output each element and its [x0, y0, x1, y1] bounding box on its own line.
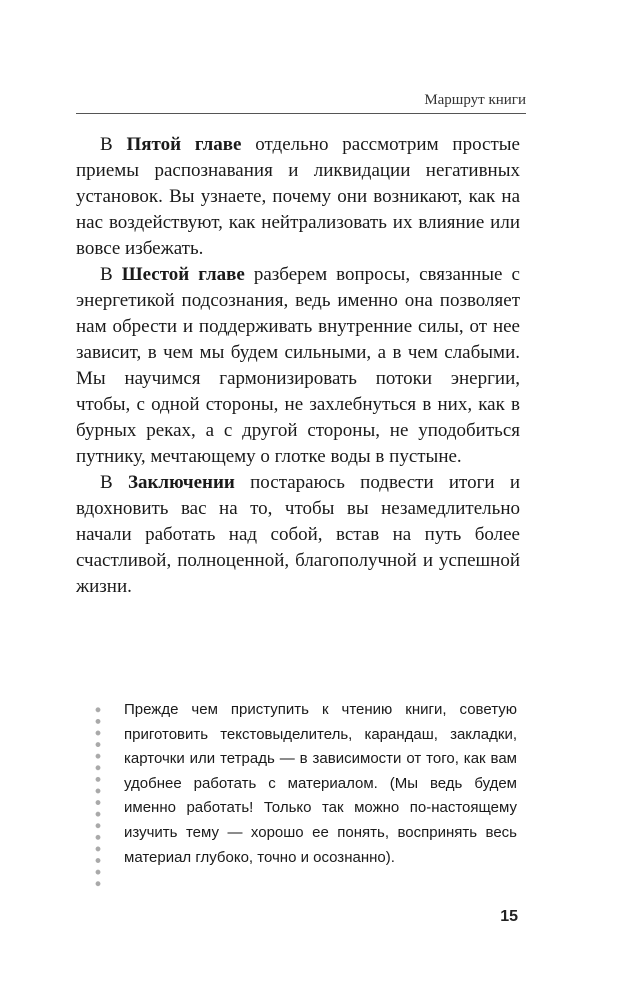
paragraph-chapter-five — [76, 132, 520, 262]
header-divider — [76, 113, 526, 114]
paragraph-chapter-six — [76, 262, 520, 470]
note-text: Прежде чем приступить к чтению книги, советую приготовить текстовыделитель, карандаш, закладки, карточки или тетрадь — в зависимости от того, как вам удобнее работать с материалом. (Мы ведь будем именно работать! Только так можно по-настоящему изучить тему — хорошо ее понять, воспринять весь материал глубоко, точно и осознанно). — [124, 701, 517, 866]
paragraph-body: разберем вопросы, связанные с энергетикой подсознания, ведь именно она позволяет нам обрести и поддерживать внутренние силы, от нее зависит, в чем мы будем сильными, а в чем слабыми. Мы научимся гармонизировать потоки энергии, чтобы, с одной стороны, не захлебнуться в них, как в бурных реках, а с другой стороны, не уподобиться путнику, мечтающему о глотке воды в пустыне. — [76, 264, 520, 467]
running-head-title: Маршрут книги — [424, 92, 526, 108]
sidebar-note — [94, 698, 522, 894]
paragraph-conclusion — [76, 470, 520, 600]
paragraph-lead: В — [100, 264, 122, 285]
dotted-border-decoration — [94, 704, 102, 890]
paragraph-body: отдельно рассмотрим простые приемы распознавания и ликвидации негативных установок. Вы узнаете, почему они возникают, как на нас воздействуют, как нейтрализовать их влияние или вовсе избежать. — [76, 134, 520, 259]
page-number: 15 — [500, 908, 518, 925]
paragraph-body: постараюсь подвести итоги и вдохновить вас на то, чтобы вы незамедлительно начали работать над собой, встав на путь более счастливой, полноценной, благополучной и успешной жизни. — [76, 472, 520, 597]
conclusion-title: Заключении — [127, 472, 235, 493]
chapter-five-title: Пятой главе — [126, 134, 242, 155]
main-text-block — [76, 132, 520, 600]
chapter-six-title: Шестой главе — [121, 264, 245, 285]
paragraph-lead: В — [100, 472, 128, 493]
paragraph-lead: В — [100, 134, 127, 155]
